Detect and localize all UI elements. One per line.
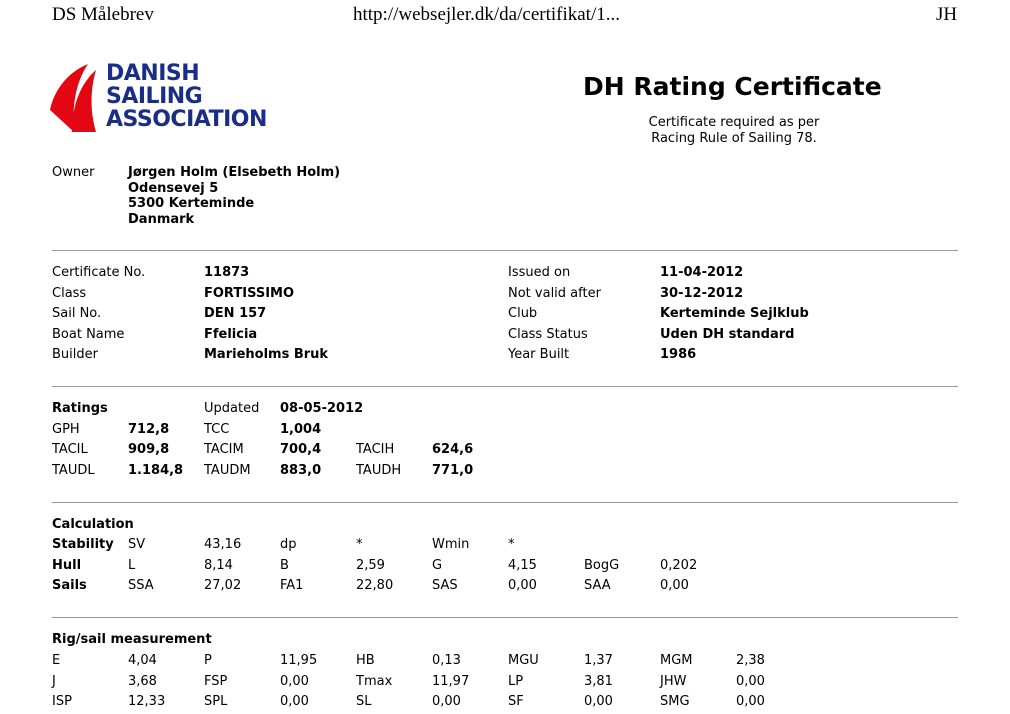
rig-cell: MGU (508, 653, 539, 668)
calc-cell: 0,202 (660, 558, 698, 573)
calc-row-name: Sails (52, 578, 87, 593)
calc-cell: 27,02 (204, 578, 242, 593)
class-status-label: Class Status (508, 327, 588, 342)
rating-label: TAUDH (356, 463, 402, 478)
rig-cell: 3,68 (128, 674, 157, 689)
owner-label: Owner (52, 165, 95, 180)
logo-text: DANISH SAILING ASSOCIATION (106, 61, 267, 132)
rig-cell: SL (356, 694, 372, 709)
rating-value: 1.184,8 (128, 463, 184, 478)
ratings-updated-label: Updated (204, 401, 260, 416)
calc-cell: 0,00 (508, 578, 537, 593)
ratings-heading: Ratings (52, 401, 108, 416)
page-header-right: JH (936, 4, 958, 25)
rig-cell: 1,37 (584, 653, 613, 668)
boat-name-value: Ffelicia (204, 327, 258, 342)
rating-label: TAUDL (52, 463, 95, 478)
rig-cell: 0,00 (280, 674, 309, 689)
rating-label: TACIL (52, 442, 88, 457)
not-valid-value: 30-12-2012 (660, 286, 744, 301)
calc-cell: G (432, 558, 443, 573)
certificate-title: DH Rating Certificate (583, 72, 882, 101)
calc-cell: B (280, 558, 289, 573)
divider (52, 502, 958, 503)
calc-cell: Wmin (432, 537, 470, 552)
rig-cell: SF (508, 694, 524, 709)
page-header-left: DS Målebrev (52, 4, 154, 25)
rig-cell: SMG (660, 694, 690, 709)
rating-label: GPH (52, 422, 80, 437)
calc-cell: * (356, 537, 363, 552)
rig-heading: Rig/sail measurement (52, 632, 212, 647)
rig-cell: 0,00 (280, 694, 309, 709)
year-built-value: 1986 (660, 347, 697, 362)
rating-value: 624,6 (432, 442, 474, 457)
calc-cell: L (128, 558, 136, 573)
issued-label: Issued on (508, 265, 571, 280)
rig-cell: SPL (204, 694, 228, 709)
rig-cell: E (52, 653, 61, 668)
calc-cell: SAS (432, 578, 458, 593)
divider (52, 386, 958, 387)
class-value: FORTISSIMO (204, 286, 295, 301)
calc-cell: dp (280, 537, 297, 552)
rig-cell: 0,00 (432, 694, 461, 709)
rating-label: TAUDM (204, 463, 251, 478)
owner-address: Jørgen Holm (Elsebeth Holm) Odensevej 5 5300 Kerteminde Danmark (128, 165, 341, 227)
rating-value: 700,4 (280, 442, 322, 457)
issued-value: 11-04-2012 (660, 265, 744, 280)
calc-cell: FA1 (280, 578, 304, 593)
certificate-subtitle: Certificate required as per Racing Rule of Sailing 78. (648, 115, 820, 146)
calc-cell: SSA (128, 578, 154, 593)
rating-value: 909,8 (128, 442, 170, 457)
rating-label: TACIH (356, 442, 395, 457)
rig-cell: P (204, 653, 212, 668)
rig-cell: Tmax (356, 674, 393, 689)
rig-cell: 0,00 (736, 694, 765, 709)
rig-cell: LP (508, 674, 524, 689)
builder-value: Marieholms Bruk (204, 347, 329, 362)
rig-cell: 11,97 (432, 674, 470, 689)
rig-cell: JHW (660, 674, 687, 689)
rig-cell: FSP (204, 674, 228, 689)
rig-cell: 0,00 (736, 674, 765, 689)
rating-value: 771,0 (432, 463, 474, 478)
sail-no-label: Sail No. (52, 306, 102, 321)
class-label: Class (52, 286, 87, 301)
rig-cell: 0,00 (584, 694, 613, 709)
cert-no-value: 11873 (204, 265, 250, 280)
rig-cell: 12,33 (128, 694, 166, 709)
not-valid-label: Not valid after (508, 286, 601, 301)
rating-value: 883,0 (280, 463, 322, 478)
rig-cell: 11,95 (280, 653, 318, 668)
calc-cell: 8,14 (204, 558, 233, 573)
rating-label: TACIM (204, 442, 244, 457)
divider (52, 250, 958, 251)
year-built-label: Year Built (508, 347, 570, 362)
boat-name-label: Boat Name (52, 327, 125, 342)
rating-value: 1,004 (280, 422, 322, 437)
rig-cell: 3,81 (584, 674, 613, 689)
page-header-url: http://websejler.dk/da/certifikat/1... (353, 4, 620, 25)
calc-cell: 2,59 (356, 558, 385, 573)
rig-cell: 0,13 (432, 653, 461, 668)
rig-cell: J (52, 674, 56, 689)
ratings-updated-value: 08-05-2012 (280, 401, 364, 416)
calc-cell: 22,80 (356, 578, 394, 593)
calc-cell: SV (128, 537, 146, 552)
calc-cell: BogG (584, 558, 620, 573)
calc-cell: 0,00 (660, 578, 689, 593)
calculation-heading: Calculation (52, 517, 134, 532)
calc-cell: 4,15 (508, 558, 537, 573)
calc-row-name: Hull (52, 558, 82, 573)
calc-cell: SAA (584, 578, 611, 593)
sail-no-value: DEN 157 (204, 306, 267, 321)
calc-cell: 43,16 (204, 537, 242, 552)
rig-cell: 4,04 (128, 653, 157, 668)
calc-cell: * (508, 537, 515, 552)
builder-label: Builder (52, 347, 98, 362)
rig-cell: HB (356, 653, 375, 668)
divider (52, 617, 958, 618)
calc-row-name: Stability (52, 537, 114, 552)
club-label: Club (508, 306, 538, 321)
rig-cell: ISP (52, 694, 72, 709)
rating-label: TCC (204, 422, 230, 437)
rig-cell: 2,38 (736, 653, 765, 668)
rig-cell: MGM (660, 653, 693, 668)
cert-no-label: Certificate No. (52, 265, 146, 280)
class-status-value: Uden DH standard (660, 327, 795, 342)
club-value: Kerteminde Sejlklub (660, 306, 809, 321)
rating-value: 712,8 (128, 422, 170, 437)
